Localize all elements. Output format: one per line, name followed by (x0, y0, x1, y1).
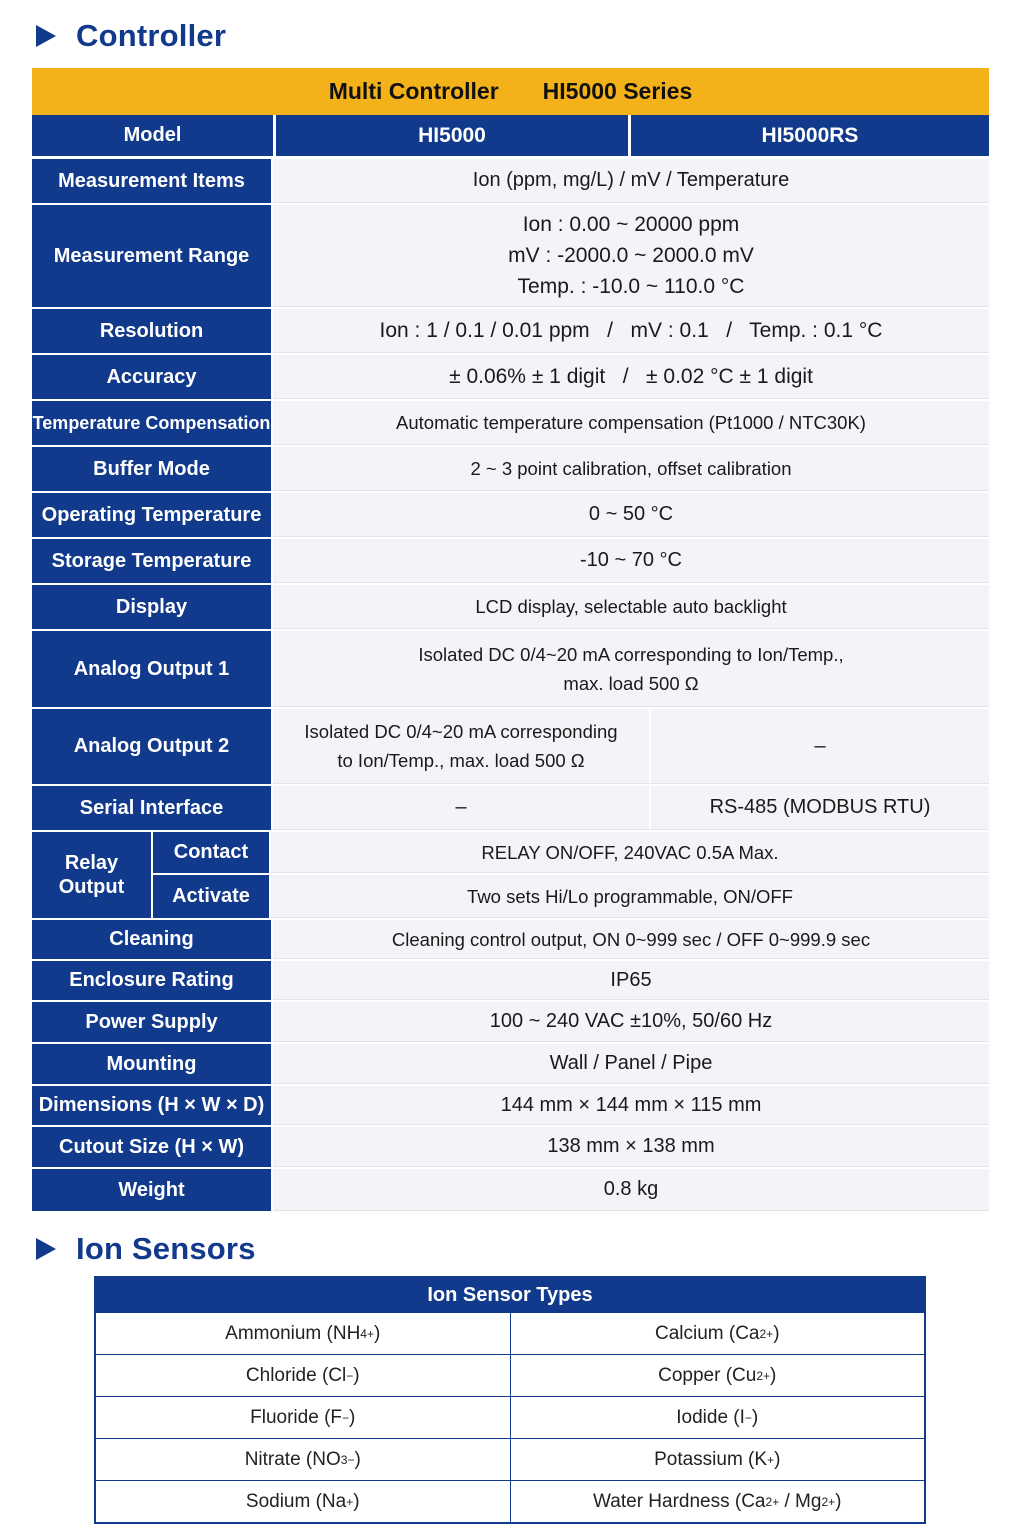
spec-row (32, 1044, 989, 1086)
controller-section-heading (36, 16, 226, 56)
ion-section-heading (36, 1229, 256, 1269)
row-value: ± 0.06% ± 1 digit / ± 0.02 °C ± 1 digit (273, 355, 989, 399)
row-label: Cutout Size (H × W) (32, 1127, 273, 1167)
relay-output-group (32, 832, 989, 920)
row-label: Storage Temperature (32, 539, 273, 583)
model-hi5000rs: HI5000RS (631, 115, 989, 156)
spec-row (32, 539, 989, 585)
model-label: Model (32, 115, 276, 156)
ao2-line2: to Ion/Temp., max. load 500 Ω (337, 750, 585, 771)
row-value: LCD display, selectable auto backlight (273, 585, 989, 629)
row-value: -10 ~ 70 °C (273, 539, 989, 583)
table-row (96, 1354, 924, 1396)
row-label: Resolution (32, 309, 273, 353)
serial-hi5000-value: – (273, 786, 649, 830)
ion-cell: Sodium (Na + ) (245, 1490, 360, 1512)
spec-row (32, 786, 989, 832)
relay-activate-value: Two sets Hi/Lo programmable, ON/OFF (271, 875, 989, 918)
row-value: 144 mm × 144 mm × 115 mm (273, 1086, 989, 1125)
ao1-line1: Isolated DC 0/4~20 mA corresponding to Ion/Temp., (418, 643, 844, 665)
relay-output-label (32, 832, 153, 918)
row-value (273, 205, 989, 307)
relay-activate-label: Activate (153, 875, 271, 918)
row-value: 138 mm × 138 mm (273, 1127, 989, 1167)
banner-product: Multi Controller (328, 78, 499, 104)
ao1-line2: max. load 500 Ω (563, 672, 699, 694)
triangle-bullet-icon (36, 1238, 56, 1260)
spec-row (32, 447, 989, 493)
row-label: Accuracy (32, 355, 273, 399)
relay-activate-row (153, 875, 989, 918)
model-row (32, 115, 989, 159)
relay-contact-row (153, 832, 989, 875)
relay-contact-value: RELAY ON/OFF, 240VAC 0.5A Max. (271, 832, 989, 873)
series-banner (32, 68, 989, 115)
row-label: Operating Temperature (32, 493, 273, 537)
ion-cell: Copper (Cu 2+ ) (510, 1355, 925, 1396)
range-ion: Ion : 0.00 ~ 20000 ppm (522, 213, 740, 236)
row-label: Mounting (32, 1044, 273, 1084)
row-value: Ion : 1 / 0.1 / 0.01 ppm / mV : 0.1 / Temp. : 0.1 °C (273, 309, 989, 353)
ion-cell: Ammonium (NH 4 + ) (225, 1322, 381, 1344)
spec-row (32, 920, 989, 961)
ion-cell: Iodide (I − ) (510, 1397, 925, 1438)
spec-row (32, 401, 989, 447)
model-hi5000: HI5000 (276, 115, 631, 156)
ion-cell: Calcium (Ca 2+ ) (510, 1313, 925, 1354)
row-label: Measurement Range (32, 205, 273, 307)
row-split (273, 786, 989, 830)
ion-cell: Nitrate (NO 3 − ) (244, 1448, 361, 1470)
relay-rows (153, 832, 989, 918)
row-label: Cleaning (32, 920, 273, 959)
row-label: Temperature Compensation (32, 401, 273, 445)
table-row (96, 1438, 924, 1480)
ion-cell: Potassium (K + ) (510, 1439, 925, 1480)
banner-series: HI5000 Series (542, 78, 693, 104)
relay-label-line1: Relay (64, 852, 119, 874)
row-value: Cleaning control output, ON 0~999 sec / OFF 0~999.9 sec (273, 920, 989, 959)
row-value: 2 ~ 3 point calibration, offset calibration (273, 447, 989, 491)
row-label: Display (32, 585, 273, 629)
relay-contact-label: Contact (153, 832, 271, 873)
serial-hi5000rs-value: RS-485 (MODBUS RTU) (649, 786, 989, 830)
row-label: Power Supply (32, 1002, 273, 1042)
row-value: 0 ~ 50 °C (273, 493, 989, 537)
spec-row (32, 631, 989, 709)
spec-row (32, 961, 989, 1002)
range-mv: mV : -2000.0 ~ 2000.0 mV (508, 244, 754, 267)
spec-row (32, 309, 989, 355)
row-label: Dimensions (H × W × D) (32, 1086, 273, 1125)
table-row (96, 1312, 924, 1354)
row-label: Serial Interface (32, 786, 273, 830)
row-value: 100 ~ 240 VAC ±10%, 50/60 Hz (273, 1002, 989, 1042)
spec-row (32, 1127, 989, 1169)
controller-spec-table (32, 68, 989, 1211)
ao2-hi5000rs-value: – (649, 709, 989, 784)
spec-row (32, 355, 989, 401)
spec-row (32, 205, 989, 309)
row-label: Enclosure Rating (32, 961, 273, 1000)
ion-sensor-table (94, 1276, 926, 1524)
ion-table-title: Ion Sensor Types (96, 1278, 924, 1312)
spec-row (32, 1169, 989, 1211)
spec-row (32, 585, 989, 631)
row-value: 0.8 kg (273, 1169, 989, 1211)
row-label: Analog Output 1 (32, 631, 273, 707)
range-temp: Temp. : -10.0 ~ 110.0 °C (517, 275, 745, 298)
relay-label-line2: Output (58, 876, 125, 898)
spec-row (32, 493, 989, 539)
row-value: IP65 (273, 961, 989, 1000)
spec-row (32, 1002, 989, 1044)
row-label: Buffer Mode (32, 447, 273, 491)
ion-sensors-title: Ion Sensors (76, 1231, 256, 1266)
row-label: Analog Output 2 (32, 709, 273, 784)
row-value: Automatic temperature compensation (Pt1000 / NTC30K) (273, 401, 989, 445)
ion-cell: Chloride (Cl − ) (245, 1364, 360, 1386)
ion-cell: Fluoride (F − ) (250, 1406, 356, 1428)
row-split (273, 709, 989, 784)
spec-row (32, 159, 989, 205)
triangle-bullet-icon (36, 25, 56, 47)
ao2-hi5000-value (273, 709, 649, 784)
controller-title: Controller (76, 18, 227, 53)
spec-row (32, 1086, 989, 1127)
spec-row (32, 709, 989, 786)
row-label: Measurement Items (32, 159, 273, 203)
table-row (96, 1480, 924, 1522)
table-row (96, 1396, 924, 1438)
row-label: Weight (32, 1169, 273, 1211)
row-value (273, 631, 989, 707)
ao2-line1: Isolated DC 0/4~20 mA corresponding (304, 721, 618, 742)
row-value: Ion (ppm, mg/L) / mV / Temperature (273, 159, 989, 203)
ion-cell: Water Hardness (Ca 2+ / Mg 2+ ) (510, 1481, 925, 1522)
row-value: Wall / Panel / Pipe (273, 1044, 989, 1084)
